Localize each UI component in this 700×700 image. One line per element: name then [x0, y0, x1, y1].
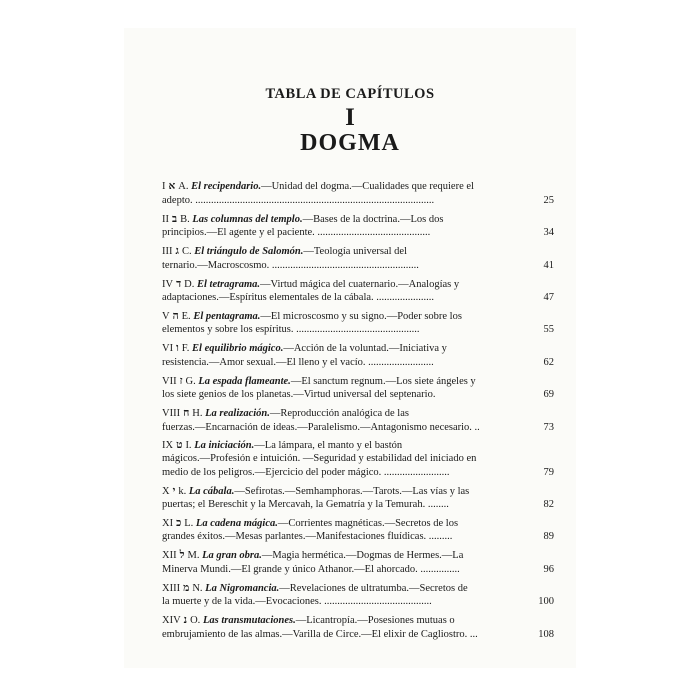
toc-entry	[162, 240, 554, 272]
entry-line	[162, 375, 520, 389]
roman-numeral: VIII	[162, 408, 181, 420]
chapter-title: El equilibrio mágico.	[192, 343, 284, 355]
section-letter: I.	[185, 439, 195, 451]
entry-description: embrujamiento de las almas.—Varilla de Circe.—El elixir de Cagliostro. ...	[162, 628, 478, 640]
entry-line	[162, 439, 520, 453]
entry-description: la muerte y de la vida.—Evocaciones. .........................................	[162, 596, 432, 608]
toc-entry	[162, 479, 554, 511]
entry-description: fuerzas.—Encarnación de ideas.—Paralelismo.—Antagonismo necesario. ..	[162, 421, 480, 433]
entry-line	[162, 628, 520, 642]
chapter-title: La realización.	[205, 408, 270, 420]
entry-line	[162, 388, 520, 402]
roman-numeral: V	[162, 310, 170, 322]
page-number: 25	[543, 194, 554, 206]
entry-description: ternario.—Macroscosmo. ........................................................	[162, 259, 419, 271]
entry-description: —Sefirotas.—Semhamphoras.—Tarots.—Las vías y las	[234, 485, 470, 497]
hebrew-letter: א	[168, 181, 176, 193]
entry-line	[162, 278, 520, 292]
page-number: 73	[543, 421, 554, 433]
page-number: 100	[538, 596, 554, 608]
section-letter: E.	[181, 310, 194, 322]
toc-entry	[162, 207, 554, 239]
entry-text	[162, 582, 520, 609]
toc-entry	[162, 434, 554, 479]
page-number: 62	[543, 356, 554, 368]
section-letter: H.	[192, 408, 206, 420]
entry-line	[162, 407, 520, 421]
roman-numeral: XIII	[162, 582, 181, 594]
entry-line	[162, 549, 520, 563]
toc-entry	[162, 305, 554, 337]
entry-text	[162, 180, 520, 207]
chapter-title: El recipendario.	[191, 181, 262, 193]
entry-description: —Bases de la doctrina.—Los dos	[302, 213, 444, 225]
hebrew-letter: ב	[172, 213, 178, 225]
toc-entry	[162, 576, 554, 608]
entry-description: —Licantropía.—Posesiones mutuas o	[295, 615, 455, 627]
roman-numeral: XII	[162, 550, 177, 562]
entry-line	[162, 563, 520, 577]
chapter-title: Las transmutaciones.	[202, 615, 296, 627]
entry-description: principios.—El agente y el paciente. ...........................................	[162, 227, 431, 239]
hebrew-letter: ז	[179, 375, 183, 387]
chapter-title: El pentagrama.	[193, 310, 261, 322]
table-of-contents	[162, 175, 554, 641]
entry-line	[162, 245, 520, 259]
entry-description: mágicos.—Profesión e intuición. —Seguridad y estabilidad del iniciado en	[162, 453, 477, 465]
chapter-title: La cadena mágica.	[195, 517, 278, 529]
entry-description: —El microscosmo y su signo.—Poder sobre los	[260, 310, 462, 322]
section-letter: N.	[192, 582, 206, 594]
entry-line	[162, 614, 520, 628]
entry-description: resistencia.—Amor sexual.—El lleno y el vacío. .........................	[162, 356, 434, 368]
page-number: 69	[543, 389, 554, 401]
roman-numeral: II	[162, 213, 169, 225]
entry-line	[162, 485, 520, 499]
entry-line	[162, 595, 520, 609]
entry-text	[162, 439, 520, 480]
roman-numeral: IX	[162, 439, 174, 451]
page-number: 47	[543, 292, 554, 304]
entry-description: adepto. ...........................................................................................	[162, 194, 435, 206]
entry-description: —Acción de la voluntad.—Iniciativa y	[283, 343, 447, 355]
entry-line	[162, 259, 520, 273]
roman-numeral: X	[162, 485, 170, 497]
entry-description: —Reproducción analógica de las	[269, 408, 409, 420]
entry-line	[162, 213, 520, 227]
entry-description: —Revelaciones de ultratumba.—Secretos de	[279, 582, 468, 594]
chapter-title: El triángulo de Salomón.	[194, 246, 304, 258]
entry-line	[162, 226, 520, 240]
entry-line	[162, 291, 520, 305]
entry-description: —Magia hermética.—Dogmas de Hermes.—La	[261, 550, 464, 562]
toc-caption: TABLA DE CAPÍTULOS	[265, 86, 435, 102]
entry-description: —Teología universal del	[303, 246, 408, 258]
chapter-title: Las columnas del templo.	[192, 213, 303, 225]
page-number: 82	[543, 499, 554, 511]
entry-description: Minerva Mundi.—El grande y único Athanor.—El ahorcado. ...............	[162, 563, 460, 575]
section-letter: A.	[178, 181, 192, 193]
entry-line	[162, 466, 520, 480]
hebrew-letter: ו	[176, 343, 179, 355]
chapter-title: La gran obra.	[202, 550, 262, 562]
entry-description: —Corrientes magnéticas.—Secretos de los	[277, 517, 459, 529]
roman-numeral: XI	[162, 517, 174, 529]
entry-line	[162, 310, 520, 324]
entry-text	[162, 342, 520, 369]
entry-line	[162, 194, 520, 208]
hebrew-letter: ח	[183, 408, 190, 420]
entry-description: adaptaciones.—Espíritus elementales de la cábala. ......................	[162, 292, 435, 304]
hebrew-letter: י	[172, 485, 176, 497]
roman-numeral: VII	[162, 375, 177, 387]
hebrew-letter: ג	[175, 246, 179, 258]
entry-line	[162, 530, 520, 544]
page-number: 108	[538, 628, 554, 640]
entry-description: —El sanctum regnum.—Los siete ángeles y	[290, 375, 476, 387]
section-letter: L.	[184, 517, 196, 529]
hebrew-letter: ט	[176, 439, 183, 451]
entry-line	[162, 356, 520, 370]
toc-entry	[162, 272, 554, 304]
part-numeral: I	[345, 104, 355, 131]
toc-entry	[162, 512, 554, 544]
page-number: 41	[543, 259, 554, 271]
entry-description: elementos y sobre los espíritus. ...............................................	[162, 324, 420, 336]
roman-numeral: VI	[162, 343, 174, 355]
entry-line	[162, 582, 520, 596]
section-letter: G.	[185, 375, 199, 387]
section-letter: D.	[184, 278, 197, 290]
entry-text	[162, 375, 520, 402]
page-number: 89	[543, 531, 554, 543]
entry-text	[162, 549, 520, 576]
chapter-title: La cábala.	[188, 485, 235, 497]
entry-line	[162, 342, 520, 356]
entry-line	[162, 517, 520, 531]
part-title: DOGMA	[300, 130, 400, 156]
hebrew-letter: כ	[176, 517, 182, 529]
entry-text	[162, 310, 520, 337]
page-number: 55	[543, 324, 554, 336]
toc-entry	[162, 402, 554, 434]
hebrew-letter: ל	[179, 550, 185, 562]
roman-numeral: IV	[162, 278, 174, 290]
roman-numeral: I	[162, 181, 166, 193]
section-letter: C.	[181, 246, 195, 258]
hebrew-letter: מ	[183, 582, 190, 594]
entry-description: —Unidad del dogma.—Cualidades que requiere el	[261, 181, 474, 193]
toc-entry	[162, 369, 554, 401]
section-letter: O.	[190, 615, 203, 627]
chapter-title: La Nigromancia.	[205, 582, 280, 594]
entry-description: —La lámpara, el manto y el bastón	[254, 439, 403, 451]
entry-line	[162, 323, 520, 337]
entry-line	[162, 498, 520, 512]
section-letter: B.	[180, 213, 193, 225]
section-letter: k.	[178, 485, 189, 497]
hebrew-letter: נ	[183, 615, 188, 627]
entry-description: los siete genios de los planetas.—Virtud universal del septenario.	[162, 389, 436, 401]
section-letter: M.	[187, 550, 203, 562]
entry-description: —Virtud mágica del cuaternario.—Analogías y	[260, 278, 460, 290]
entry-description: medio de los peligros.—Ejercicio del poder mágico. .........................	[162, 466, 450, 478]
entry-text	[162, 245, 520, 272]
toc-entry	[162, 609, 554, 641]
toc-entry	[162, 544, 554, 576]
roman-numeral: XIV	[162, 615, 181, 627]
entry-text	[162, 485, 520, 512]
entry-description: grandes éxitos.—Mesas parlantes.—Manifestaciones fluídicas. .........	[162, 531, 453, 543]
entry-text	[162, 517, 520, 544]
hebrew-letter: ד	[176, 278, 182, 290]
entry-line	[162, 452, 520, 466]
chapter-title: La espada flameante.	[198, 375, 291, 387]
roman-numeral: III	[162, 246, 173, 258]
page-number: 79	[543, 466, 554, 478]
page-number: 96	[543, 563, 554, 575]
entry-line	[162, 421, 520, 435]
entry-line	[162, 180, 520, 194]
chapter-title: El tetragrama.	[197, 278, 261, 290]
toc-entry	[162, 175, 554, 207]
entry-text	[162, 614, 520, 641]
entry-text	[162, 213, 520, 240]
page-number: 34	[543, 227, 554, 239]
entry-description: puertas; el Bereschit y la Mercavah, la Gematría y la Temurah. ........	[162, 499, 449, 511]
entry-text	[162, 278, 520, 305]
hebrew-letter: ה	[172, 310, 179, 322]
chapter-title: La iniciación.	[194, 439, 255, 451]
entry-text	[162, 407, 520, 434]
section-letter: F.	[181, 343, 193, 355]
toc-entry	[162, 337, 554, 369]
